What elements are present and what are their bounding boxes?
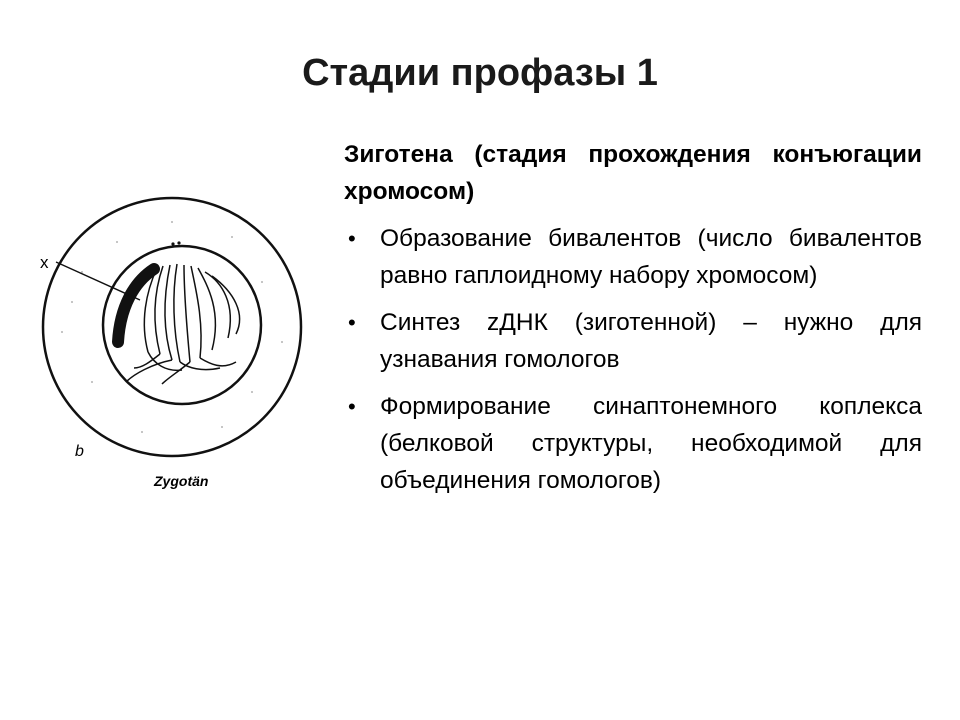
bullet-icon: • <box>348 226 356 251</box>
bullet-icon: • <box>348 394 356 419</box>
list-item-text: Синтез zДНК (зиготенной) – нужно для узнавания гомологов <box>380 309 922 373</box>
list-item-text: Образование бивалентов (число бивалентов равно гаплоидному набору хромосом) <box>380 225 922 289</box>
bullet-icon: • <box>348 310 356 335</box>
zygotene-cell-illustration <box>22 182 322 512</box>
bullet-list <box>344 220 922 499</box>
stage-heading: Зиготена (стадия прохождения конъюгации хромосом) <box>344 141 922 205</box>
label-x: x <box>40 253 49 272</box>
figure-caption: Zygotän <box>154 473 209 489</box>
label-b: b <box>75 443 84 460</box>
slide-title: Стадии профазы 1 <box>302 52 658 94</box>
list-item <box>344 388 922 499</box>
list-item <box>344 304 922 378</box>
list-item-text: Формирование синаптонемного коплекса (белковой структуры, необходимой для объединения гомологов) <box>380 393 922 494</box>
list-item <box>344 220 922 294</box>
slide-content <box>344 136 922 509</box>
